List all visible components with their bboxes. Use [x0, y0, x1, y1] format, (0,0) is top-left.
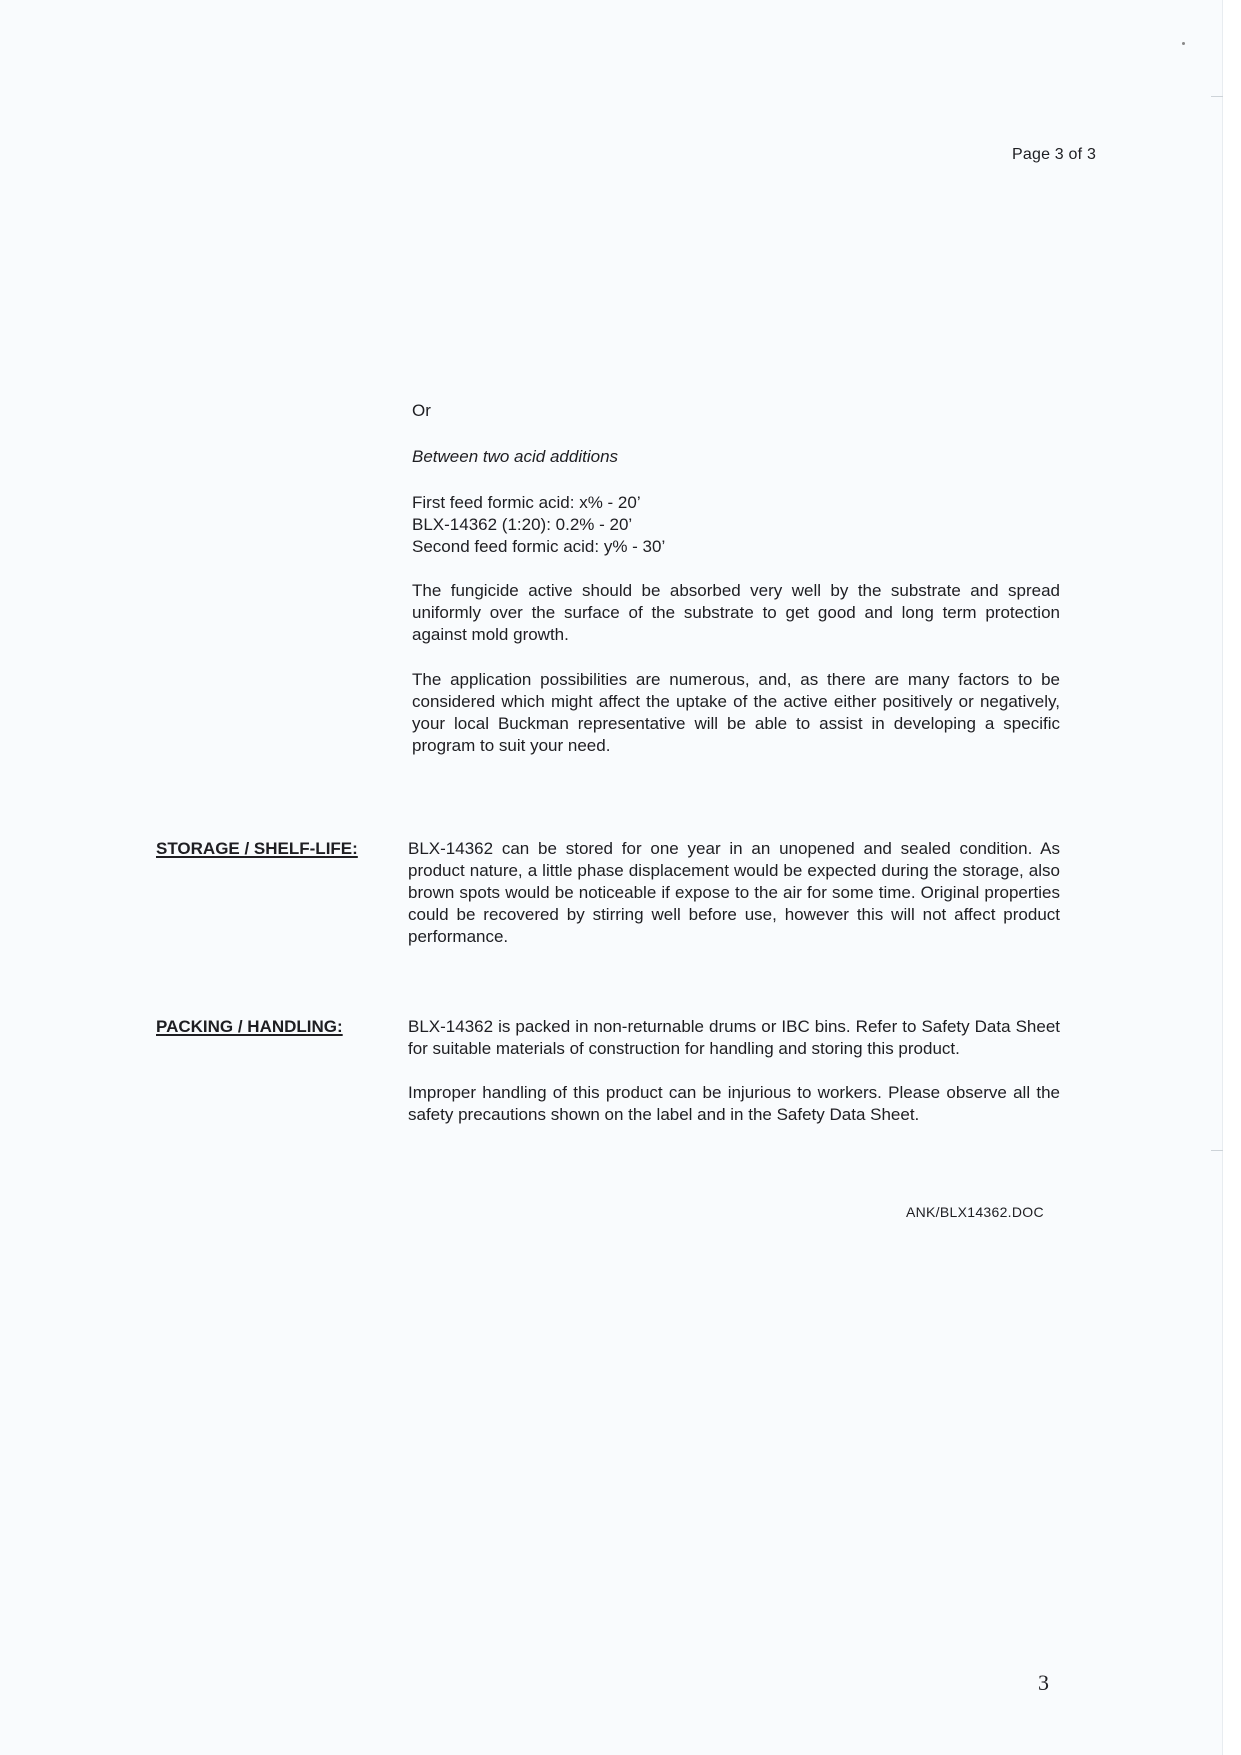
storage-body: [408, 838, 1060, 970]
scan-mark: [1182, 42, 1185, 45]
feed-step: First feed formic acid: x% - 20’: [412, 493, 641, 512]
feed-step: BLX-14362 (1:20): 0.2% - 20’: [412, 515, 633, 534]
subheading: Between two acid additions: [412, 447, 619, 466]
packing-section: [156, 1016, 1060, 1148]
or-text: Or: [412, 401, 431, 420]
feed-step: Second feed formic acid: y% - 30’: [412, 537, 666, 556]
feed-steps-list: [412, 492, 1060, 558]
storage-label: STORAGE / SHELF-LIFE:: [156, 839, 358, 858]
page-indicator: Page 3 of 3: [1012, 146, 1097, 163]
paragraph: Improper handling of this product can be injurious to workers. Please observe all the safety precautions shown on the label and in the Safety Data Sheet.: [408, 1083, 1060, 1124]
scan-line: [1211, 96, 1223, 97]
paragraph: The fungicide active should be absorbed very well by the substrate and spread uniformly over the surface of the substrate to get good and long term protection against mold growth.: [412, 581, 1060, 644]
paragraph: BLX-14362 is packed in non-returnable drums or IBC bins. Refer to Safety Data Sheet for suitable materials of construction for handling and storing this product.: [408, 1017, 1060, 1058]
page-number: 3: [1038, 1670, 1049, 1695]
paragraph: BLX-14362 can be stored for one year in an unopened and sealed condition. As product nature, a little phase displacement would be expected during the storage, also brown spots would be noticeable if expose to the air for some time. Original properties could be recovered by stirring well before use, however this will not affect product performance.: [408, 839, 1060, 946]
scan-line: [1211, 1150, 1223, 1151]
packing-label: PACKING / HANDLING:: [156, 1017, 343, 1036]
storage-section: [156, 838, 1060, 970]
packing-body: [408, 1016, 1060, 1148]
paragraph: The application possibilities are numerous, and, as there are many factors to be considered which might affect the uptake of the active either positively or negatively, your local Buckman representative will be able to assist in developing a specific program to suit your need.: [412, 670, 1060, 755]
main-content: [412, 400, 1060, 780]
document-reference: ANK/BLX14362.DOC: [906, 1204, 1044, 1220]
page-edge: [1222, 0, 1241, 1755]
